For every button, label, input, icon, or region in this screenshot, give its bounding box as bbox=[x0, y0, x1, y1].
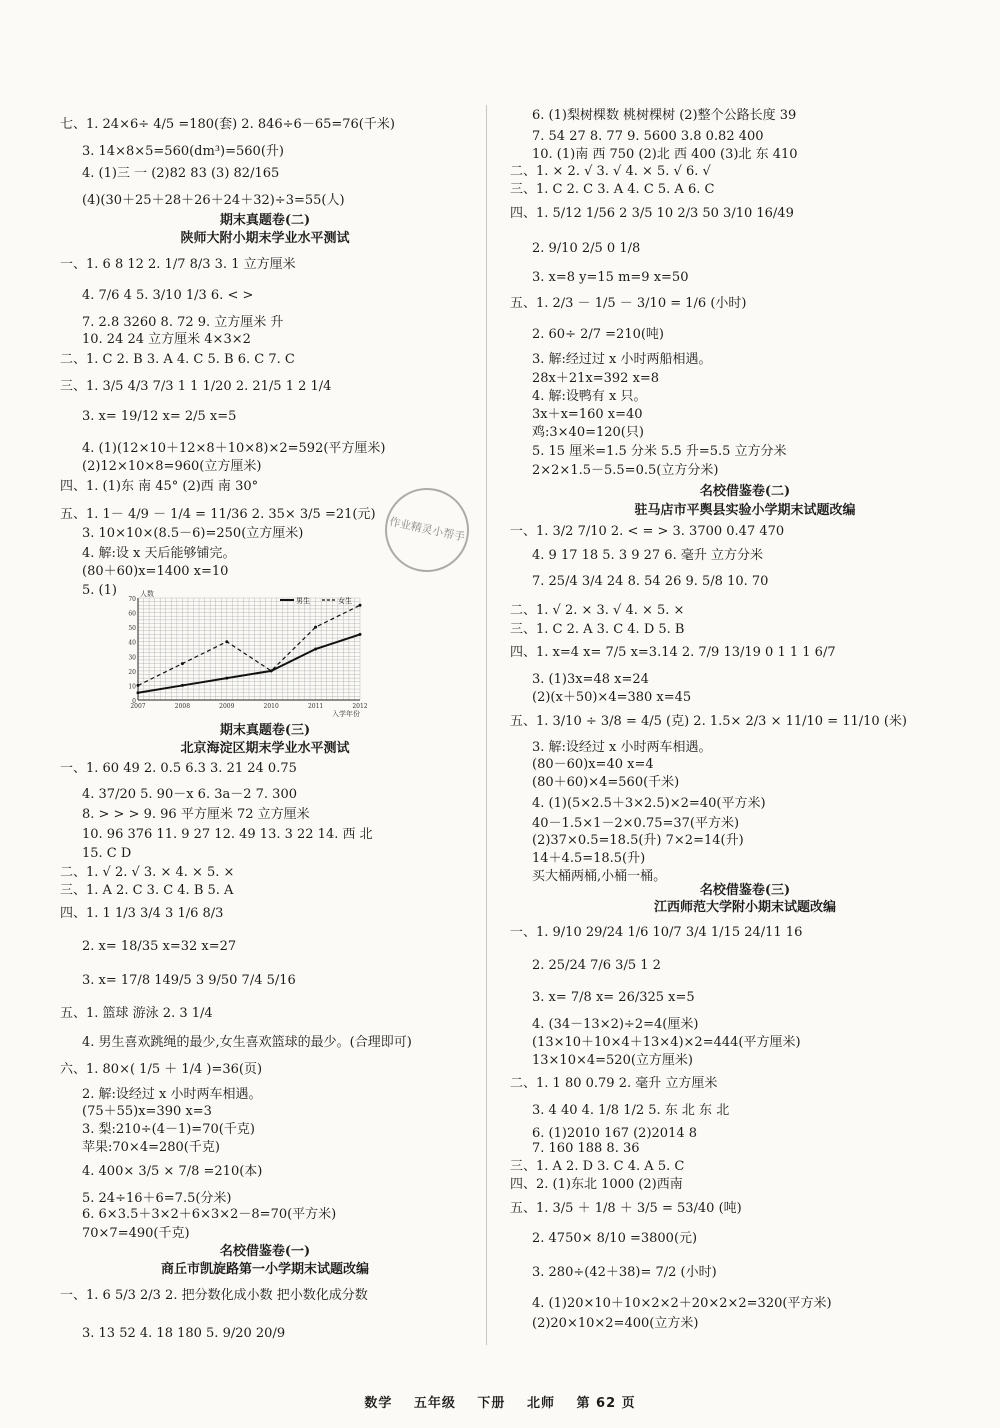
answer-line: 7. 54 27 8. 77 9. 5600 3.8 0.82 400 bbox=[532, 129, 764, 144]
y-tick-label: 50 bbox=[128, 625, 136, 633]
answer-line: 6. (1)梨树棵数 桃树棵树 (2)整个公路长度 39 bbox=[532, 108, 797, 123]
section-title: 北京海淀区期末学业水平测试 bbox=[180, 741, 350, 756]
answer-line: 3. x= 17/8 149/5 3 9/50 7/4 5/16 bbox=[82, 973, 296, 988]
data-point bbox=[181, 662, 184, 665]
answer-line: 2. 4750× 8/10 =3800(元) bbox=[532, 1231, 698, 1246]
data-point bbox=[181, 684, 184, 687]
data-point bbox=[225, 640, 228, 643]
answer-line: 6. (1)2010 167 (2)2014 8 bbox=[532, 1126, 698, 1141]
answer-line: 三、1. C 2. A 3. C 4. D 5. B bbox=[510, 622, 685, 637]
answer-line: 一、1. 60 49 2. 0.5 6.3 3. 21 24 0.75 bbox=[60, 761, 297, 776]
section-title: 驻马店市平舆县实验小学期末试题改编 bbox=[634, 503, 856, 518]
answer-line: 4. (1)(5×2.5＋3×2.5)×2=40(平方米) bbox=[532, 796, 766, 811]
answer-line: 二、1. √ 2. × 3. √ 4. × 5. × bbox=[510, 603, 685, 618]
answer-line: 4. (1)三 一 (2)82 83 (3) 82/165 bbox=[82, 166, 280, 181]
column-divider bbox=[486, 105, 487, 1345]
answer-line: 六、1. 80×( 1/5 ＋ 1/4 )=36(页) bbox=[60, 1062, 263, 1077]
answer-line: (4)(30＋25＋28＋26＋24＋32)÷3=55(人) bbox=[82, 193, 345, 208]
answer-line: 4. (1)20×10＋10×2×2＋20×2×2=320(平方米) bbox=[532, 1296, 832, 1311]
answer-line: 4. 男生喜欢跳绳的最少,女生喜欢篮球的最少。(合理即可) bbox=[82, 1035, 412, 1050]
answer-line: 一、1. 6 5/3 2/3 2. 把分数化成小数 把小数化成分数 bbox=[60, 1288, 368, 1303]
answer-line: 4. (1)(12×10＋12×8＋10×8)×2=592(平方厘米) bbox=[82, 441, 386, 456]
answer-line: 3x＋x=160 x=40 bbox=[532, 407, 643, 422]
data-point bbox=[137, 691, 140, 694]
x-tick-label: 2008 bbox=[174, 703, 191, 710]
answer-line: 7. 25/4 3/4 24 8. 54 26 9. 5/8 10. 70 bbox=[532, 574, 769, 589]
answer-line: 2. 9/10 2/5 0 1/8 bbox=[532, 241, 641, 256]
answer-line: (2)20×10×2=400(立方米) bbox=[532, 1316, 699, 1331]
answer-line: 四、2. (1)东北 1000 (2)西南 bbox=[510, 1177, 683, 1192]
section-title: 期末真题卷(二) bbox=[219, 213, 311, 228]
answer-line: 买大桶两桶,小桶一桶。 bbox=[532, 869, 667, 884]
answer-line: (2)12×10×8=960(立方厘米) bbox=[82, 459, 262, 474]
x-tick-label: 2010 bbox=[263, 703, 279, 710]
section-title: 名校借鉴卷(二) bbox=[699, 484, 791, 499]
data-point bbox=[314, 626, 317, 629]
answer-line: (2)(x＋50)×4=380 x=45 bbox=[532, 690, 692, 705]
y-tick-label: 30 bbox=[128, 654, 136, 662]
answer-line: 四、1. (1)东 南 45° (2)西 南 30° bbox=[60, 479, 259, 494]
answer-line: 2. 60÷ 2/7 =210(吨) bbox=[532, 327, 665, 342]
data-point bbox=[137, 684, 140, 687]
answer-line: 28x＋21x=392 x=8 bbox=[532, 371, 660, 386]
answer-line: 四、1. x=4 x= 7/5 x=3.14 2. 7/9 13/19 0 1 1 1 6/7 bbox=[510, 645, 836, 660]
answer-line: 4. 9 17 18 5. 3 9 27 6. 毫升 立方分米 bbox=[532, 548, 763, 563]
answer-line: 8. > > > 9. 96 平方厘米 72 立方厘米 bbox=[82, 807, 310, 822]
data-point bbox=[359, 633, 362, 636]
answer-line: 7. 160 188 8. 36 bbox=[532, 1141, 640, 1156]
answer-line: 40－1.5×1－2×0.75=37(平方米) bbox=[532, 816, 740, 831]
answer-line: 三、1. C 2. C 3. A 4. C 5. A 6. C bbox=[510, 182, 715, 197]
footer-grade: 五年级 bbox=[413, 1396, 456, 1411]
footer-edition: 北师 bbox=[526, 1396, 555, 1411]
answer-line: 3. 解:设经过 x 小时两车相遇。 bbox=[532, 740, 712, 755]
answer-line: 五、1. 3/5 ＋ 1/8 ＋ 3/5 = 53/40 (吨) bbox=[510, 1201, 742, 1216]
answer-line: 一、1. 6 8 12 2. 1/7 8/3 3. 1 立方厘米 bbox=[60, 257, 296, 272]
footer-subject: 数学 bbox=[364, 1396, 393, 1411]
answer-line: 4. 37/20 5. 90－x 6. 3a－2 7. 300 bbox=[82, 787, 297, 802]
answer-line: 10. (1)南 西 750 (2)北 西 400 (3)北 东 410 bbox=[532, 147, 798, 162]
x-axis-label: 入学年份 bbox=[332, 710, 360, 718]
answer-line: 三、1. A 2. C 3. C 4. B 5. A bbox=[60, 883, 234, 898]
answer-line: 五、1. 篮球 游泳 2. 3 1/4 bbox=[60, 1006, 213, 1021]
y-tick-label: 20 bbox=[128, 668, 136, 676]
answer-line: 5. 15 厘米=1.5 分米 5.5 升=5.5 立方分米 bbox=[532, 444, 787, 459]
section-title: 商丘市凯旋路第一小学期末试题改编 bbox=[160, 1262, 369, 1277]
legend-label: 女生 bbox=[338, 597, 352, 605]
answer-line: 3. x= 7/8 x= 26/325 x=5 bbox=[532, 990, 695, 1005]
answer-line: 3. x= 19/12 x= 2/5 x=5 bbox=[82, 409, 237, 424]
y-tick-label: 40 bbox=[128, 639, 136, 647]
answer-line: 二、1. C 2. B 3. A 4. C 5. B 6. C 7. C bbox=[60, 352, 295, 367]
y-axis-label: 人数 bbox=[140, 590, 154, 598]
answer-line: 3. 10×10×(8.5－6)=250(立方厘米) bbox=[82, 526, 304, 541]
answer-line: 3. (1)3x=48 x=24 bbox=[532, 672, 649, 687]
x-tick-label: 2009 bbox=[219, 703, 235, 710]
line-chart bbox=[122, 588, 372, 718]
data-point bbox=[314, 648, 317, 651]
answer-line: 四、1. 5/12 1/56 2 3/5 10 2/3 50 3/10 16/49 bbox=[510, 206, 794, 221]
answer-line: 5. 24÷16＋6=7.5(分米) bbox=[82, 1191, 232, 1206]
answer-line: 2. x= 18/35 x=32 x=27 bbox=[82, 939, 237, 954]
answer-line: 5. (1) bbox=[82, 583, 117, 598]
answer-line: 五、1. 2/3 － 1/5 － 3/10 = 1/6 (小时) bbox=[510, 296, 747, 311]
footer-term: 下册 bbox=[477, 1396, 506, 1411]
answer-line: 2. 解:设经过 x 小时两车相遇。 bbox=[82, 1087, 262, 1102]
answer-line: 15. C D bbox=[82, 846, 132, 861]
legend-label: 男生 bbox=[296, 597, 310, 605]
answer-line: 2×2×1.5－5.5=0.5(立方分米) bbox=[532, 463, 719, 478]
section-title: 名校借鉴卷(三) bbox=[699, 883, 791, 898]
section-title: 陕师大附小期末学业水平测试 bbox=[180, 231, 350, 246]
answer-line: (13×10＋10×4＋13×4)×2=444(平方厘米) bbox=[532, 1035, 801, 1050]
data-point bbox=[225, 677, 228, 680]
page-footer bbox=[0, 1392, 1000, 1411]
answer-line: 3. 280÷(42＋38)= 7/2 (小时) bbox=[532, 1265, 717, 1280]
y-tick-label: 70 bbox=[128, 596, 136, 603]
answer-line: 二、1. √ 2. √ 3. × 4. × 5. × bbox=[60, 865, 235, 880]
answer-line: 一、1. 3/2 7/10 2. < = > 3. 3700 0.47 470 bbox=[510, 524, 785, 539]
answer-line: (2)37×0.5=18.5(升) 7×2=14(升) bbox=[532, 833, 744, 848]
answer-line: 6. 6×3.5＋3×2＋6×3×2－8=70(平方米) bbox=[82, 1207, 337, 1222]
answer-line: 五、1. 1－ 4/9 － 1/4 = 11/36 2. 35× 3/5 =21(元) bbox=[60, 507, 376, 522]
answer-line: 4. 解:设鸭有 x 只。 bbox=[532, 389, 647, 404]
answer-line: 3. 解:经过过 x 小时两船相遇。 bbox=[532, 352, 712, 367]
section-title: 江西师范大学附小期末试题改编 bbox=[653, 900, 836, 915]
answer-line: 4. 7/6 4 5. 3/10 1/3 6. < > bbox=[82, 288, 254, 303]
y-tick-label: 0 bbox=[132, 698, 136, 705]
answer-line: 苹果:70×4=280(千克) bbox=[82, 1140, 220, 1155]
answer-line: 3. 13 52 4. 18 180 5. 9/20 20/9 bbox=[82, 1326, 286, 1341]
answer-line: (80＋60)×4=560(千米) bbox=[532, 775, 680, 790]
answer-line: 10. 24 24 立方厘米 4×3×2 bbox=[82, 332, 251, 347]
answer-line: 3. 梨:210÷(4－1)=70(千克) bbox=[82, 1122, 255, 1137]
section-title: 期末真题卷(三) bbox=[219, 723, 311, 738]
answer-line: 七、1. 24×6÷ 4/5 =180(套) 2. 846÷6－65=76(千米) bbox=[60, 117, 395, 132]
answer-line: 鸡:3×40=120(只) bbox=[532, 425, 644, 440]
answer-line: 3. 4 40 4. 1/8 1/2 5. 东 北 东 北 bbox=[532, 1103, 730, 1118]
answer-line: (80－60)x=40 x=4 bbox=[532, 757, 654, 772]
answer-line: (80＋60)x=1400 x=10 bbox=[82, 564, 229, 579]
answer-line: 7. 2.8 3260 8. 72 9. 立方厘米 升 bbox=[82, 315, 284, 330]
answer-line: 3. x=8 y=15 m=9 x=50 bbox=[532, 270, 689, 285]
answer-line: 3. 14×8×5=560(dm³)=560(升) bbox=[82, 144, 284, 159]
answer-line: 13×10×4=520(立方厘米) bbox=[532, 1053, 693, 1068]
stamp-seal: 作业精灵小帮手 bbox=[377, 480, 477, 580]
answer-line: 2. 25/24 7/6 3/5 1 2 bbox=[532, 958, 661, 973]
answer-line: 70×7=490(千克) bbox=[82, 1226, 190, 1241]
answer-line: 4. 解:设 x 天后能够铺完。 bbox=[82, 546, 236, 561]
answer-line: 10. 96 376 11. 9 27 12. 49 13. 3 22 14. 西 北 bbox=[82, 827, 373, 842]
answer-line: 四、1. 1 1/3 3/4 3 1/6 8/3 bbox=[60, 906, 224, 921]
answer-line: 三、1. 3/5 4/3 7/3 1 1 1/20 2. 21/5 1 2 1/4 bbox=[60, 379, 332, 394]
x-tick-label: 2011 bbox=[307, 703, 324, 710]
answer-line: (75＋55)x=390 x=3 bbox=[82, 1104, 212, 1119]
answer-line: 4. (34－13×2)÷2=4(厘米) bbox=[532, 1017, 699, 1032]
x-tick-label: 2012 bbox=[352, 703, 368, 710]
y-tick-label: 60 bbox=[128, 610, 136, 618]
data-point bbox=[359, 604, 362, 607]
footer-page: 第 62 页 bbox=[576, 1396, 636, 1411]
answer-line: 4. 400× 3/5 × 7/8 =210(本) bbox=[82, 1164, 263, 1179]
answer-line: 二、1. × 2. √ 3. √ 4. × 5. √ 6. √ bbox=[510, 164, 711, 179]
answer-line: 二、1. 1 80 0.79 2. 毫升 立方厘米 bbox=[510, 1076, 718, 1091]
answer-line: 三、1. A 2. D 3. C 4. A 5. C bbox=[510, 1159, 685, 1174]
data-point bbox=[270, 669, 273, 672]
answer-line: 一、1. 9/10 29/24 1/6 10/7 3/4 1/15 24/11 16 bbox=[510, 925, 803, 940]
y-tick-label: 10 bbox=[128, 683, 136, 691]
answer-line: 14＋4.5=18.5(升) bbox=[532, 851, 646, 866]
section-title: 名校借鉴卷(一) bbox=[219, 1244, 311, 1259]
x-tick-label: 2007 bbox=[130, 703, 146, 710]
answer-line: 五、1. 3/10 ÷ 3/8 = 4/5 (克) 2. 1.5× 2/3 × 11/10 = 11/10 (米) bbox=[510, 714, 907, 729]
